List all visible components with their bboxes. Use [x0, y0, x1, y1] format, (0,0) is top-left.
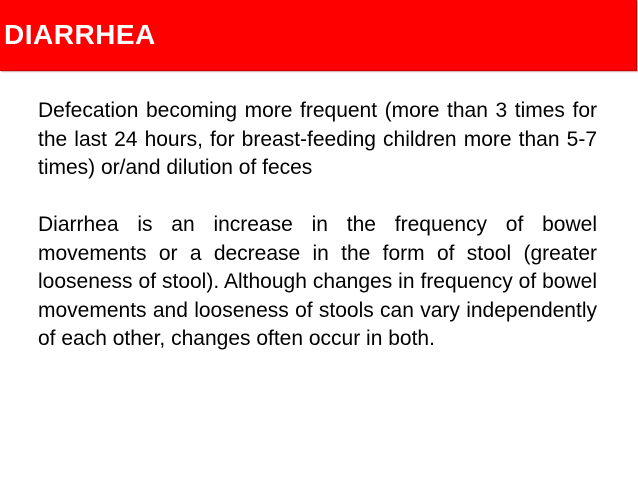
slide-title: DIARRHEA — [4, 19, 156, 50]
paragraph-description: Diarrhea is an increase in the frequency of bowel movements or a decrease in the form of stool (greater looseness of stool). Although changes in frequency of bowel movements and looseness of stools can vary independently of each other, changes often occur in both. — [38, 213, 597, 350]
paragraph-definition: Defecation becoming more frequent (more than 3 times for the last 24 hours, for breast-feeding children more than 5-7 times) or/and dilution of feces — [38, 99, 597, 179]
title-bar — [0, 0, 637, 71]
slide-body — [38, 97, 597, 354]
